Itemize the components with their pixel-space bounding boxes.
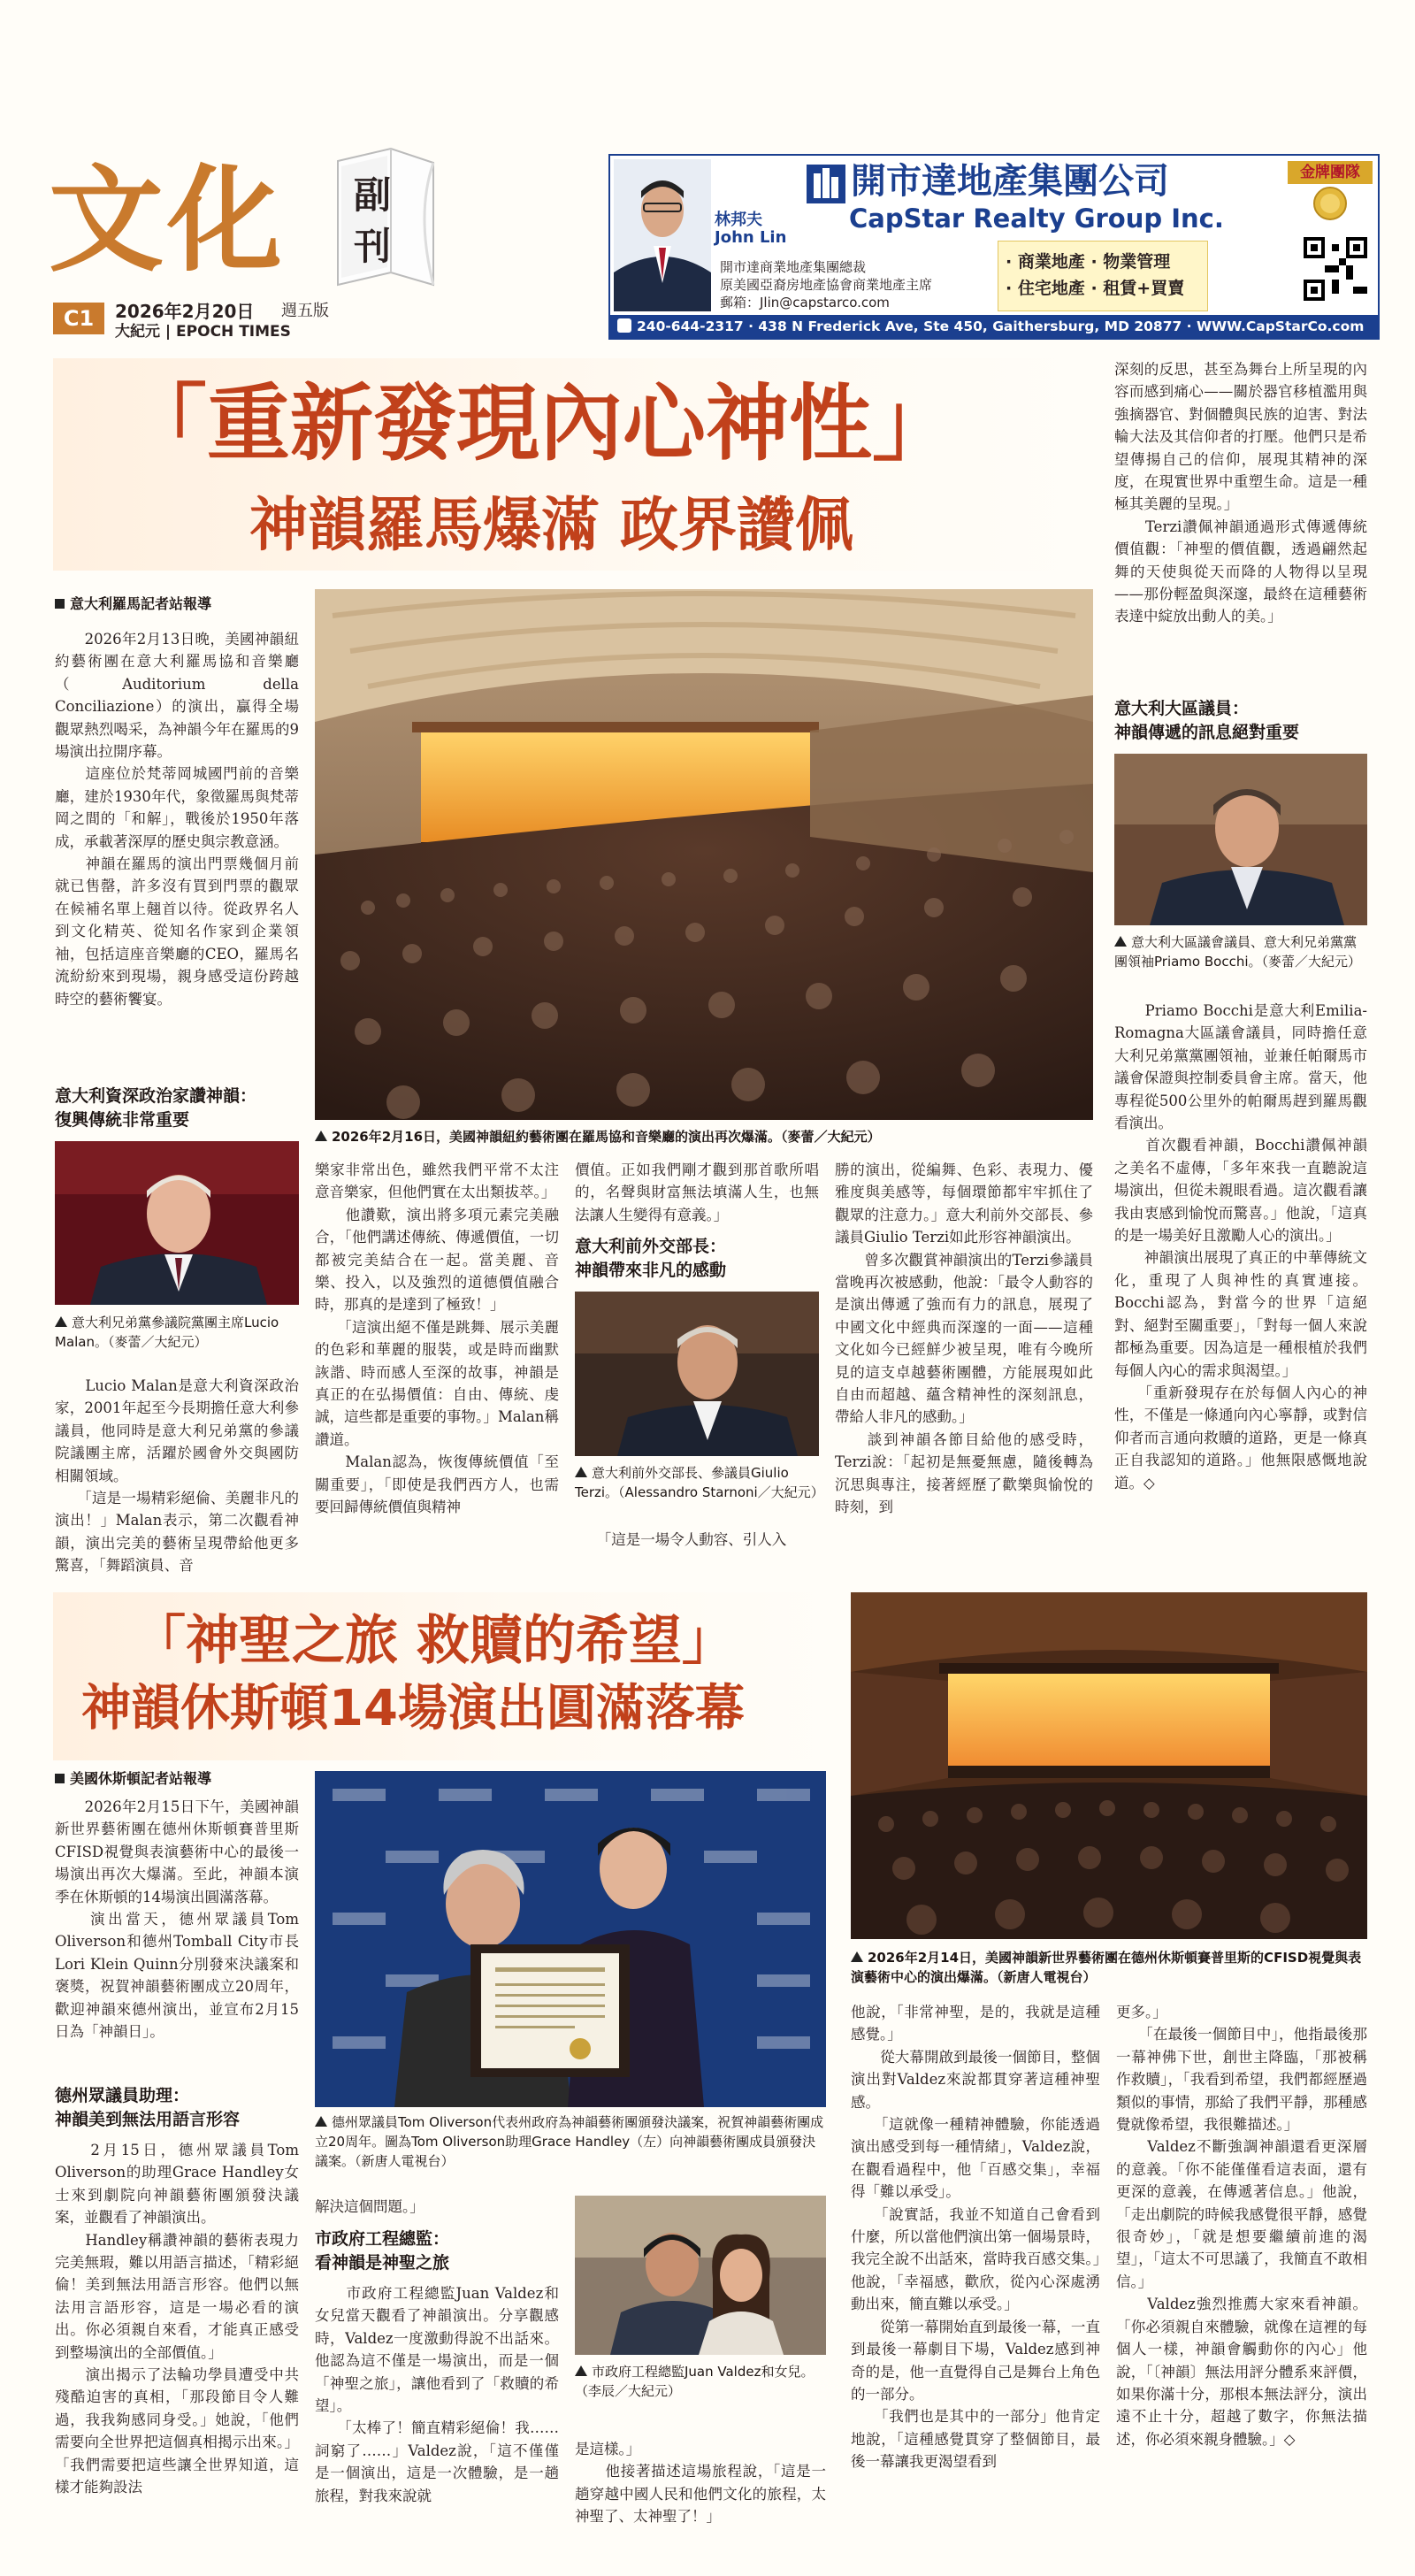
qr-code-icon[interactable] <box>1304 237 1367 301</box>
article2-col4: 他說，「非常神聖，是的，我就是這種感覺。」 從大幕開啟到最後一個節目，整個演出對Valdez來說都貫穿著這種神聖感。 「這就像一種精神體驗，你能透過演出感受到每一種情緒」，Valdez說，在觀看過程中，他「百感交集」，幸福得「難以承受」。 「說實話，我並不知道自己會看到什麼，所以當他們演出第一個場景時，我完全說不出話來，當時我百感交集。」他說，「幸福感，歡欣，從內心深處湧動出來，簡直難以承受。」 從第一幕開始直到最後一幕，一直到最後一幕劇目下場，Valdez感到神奇的是，他一直覺得自己是舞台上角色的一部分。 「我們也是其中的一部分」他肯定地說，「這種感覺貫穿了整個節目，最後一幕讓我更渴望看到 <box>851 2004 1100 2471</box>
caption-marker-icon <box>851 1951 863 1962</box>
article2-subhead: 神韻休斯頓14場演出圓滿落幕 <box>81 1680 745 1737</box>
article1-col5b: Priamo Bocchi是意大利Emilia-Romagna大區議會議員，同時擔任意大利兄弟黨黨團領袖，並兼任帕爾馬市議會保證與控制委員會主席。當天，他專程從500公里外的帕爾馬趕到羅馬觀看演出。 首次觀看神韻，Bocchi讚佩神韻之美名不虛傳，「多年來我一直聽說這場演出，但從未親眼看過。這次觀看讓我由衷感到愉悅而驚喜。」他說，「這真的是一場美好且激勵人心的演出。」 神韻演出展現了真正的中華傳統文化，重現了人與神性的真實連接。Bocchi認為，對當今的世界「這絕對、絕對至關重要」，「對每一個人來說都極為重要。因為這是一種根植於我們每個人內心的需求與渴望。」 「重新發現存在於每個人內心的神性，不僅是一條通向內心寧靜，或對信仰者而言通向救贖的道路，更是一條真正自我認知的道路。」他無限感慨地說道。◇ <box>1114 1002 1367 1491</box>
article2-main-caption <box>851 1948 1367 1990</box>
article1-photo-malan <box>55 1141 299 1305</box>
caption-text: 意大利兄弟黨參議院黨團主席Lucio Malan。（麥蕾／大紀元） <box>55 1315 283 1350</box>
page-label: C1 <box>53 303 104 334</box>
article1-col1b: Lucio Malan是意大利資深政治家，2001年起至今長期擔任意大利參議員，他同時是意大利兄弟黨的參議院議團主席，活躍於國會外交與國防相關領域。 「這是一場精彩絕倫、美麗非凡的演出！」Malan表示，第二次觀看神韻，演出完美的藝術呈現帶給他更多驚喜，「舞蹈演員、音 <box>55 1377 299 1575</box>
caption-marker-icon <box>575 2365 587 2376</box>
article2-photo-valdez-caption <box>575 2362 826 2420</box>
article1-subhead: 神韻羅馬爆滿 政界讚佩 <box>249 491 853 559</box>
article2-headline: 「神聖之旅 救贖的希望」 <box>133 1610 735 1672</box>
phone-icon <box>617 318 631 333</box>
paper-name: 大紀元 | EPOCH TIMES <box>115 323 291 341</box>
article1-main-photo <box>315 589 1093 1120</box>
ad-company-cn: 開市達地產集團公司 <box>851 161 1169 202</box>
caption-text: 意大利前外交部長、參議員Giulio Terzi。（Alessandro Starnoni／大紀元） <box>575 1465 824 1500</box>
article1-photo-bocchi <box>1114 754 1367 925</box>
ad-line1: 開市達商業地產集團總裁 <box>720 259 867 275</box>
article1-col4: 勝的演出，從編舞、色彩、表現力、優雅度與美感等，每個環節都牢牢抓住了觀眾的注意力。」意大利前外交部長、參議員Giulio Terzi如此形容神韻演出。 曾多次觀賞神韻演出的Terzi參議員當晚再次被感動，他說：「最令人動容的是演出傳遞了強而有力的訊息，展現了中國文化中經典而深邃的一面——這種文化如今已經鮮少被呈現，唯有今晚所見的這支卓越藝術團體，方能展現如此自由而超越、蘊含精神性的深刻訊息，帶給人非凡的感動。」 談到神韻各節目給他的感受時，Terzi說：「起初是無憂無慮，隨後轉為沉思與專注，接著經歷了歡樂與愉悅的時刻，到 <box>835 1162 1093 1516</box>
article2-col2b: 市政府工程總監Juan Valdez和女兒當天觀看了神韻演出。分享觀感時，Valdez一度激動得說不出話來。他認為這不僅是一場演出，而是一個「神聖之旅」，讓他看到了「救贖的希望」。 「太棒了！簡直精彩絕倫！我……詞窮了……」Valdez說，「這不僅僅是一個演出，這是一次體驗，是一趟旅程，對我來說就 <box>315 2285 559 2504</box>
ad-services-1: · 商業地產 · 物業管理 <box>1006 252 1171 272</box>
article2-col1: 2026年2月15日下午，美國神韻新世界藝術團在德州休斯頓賽普里斯CFISD視覺與表演藝術中心的最後一場演出再次大爆滿。至此，神韻本演季在休斯頓的14場演出圓滿落幕。 演出當天，德州眾議員Tom Oliverson和德州Tomball City市長Lori Klein Quinn分別發來決議案和褒獎，祝賀神韻藝術團成立20周年，歡迎神韻來德州演出，並宣布2月15日為「神韻日」。 <box>55 1798 299 2041</box>
article2-col2: 解決這個問題。」 <box>315 2198 424 2215</box>
company-logo-icon <box>807 165 845 203</box>
article1-col3: 價值。正如我們剛才觀到那首歌所唱的，名聲與財富無法填滿人生，也無法讓人生變得有意義。」 <box>575 1162 819 1223</box>
article1-sub1: 意大利資深政治家讚神韻： 復興傳統非常重要 <box>55 1086 257 1130</box>
ad-footer <box>610 315 1378 338</box>
caption-marker-icon <box>315 2116 327 2127</box>
ad-company-en: CapStar Realty Group Inc. <box>849 203 1224 234</box>
ad-medal-label: 金牌團隊 <box>1288 161 1373 184</box>
article1-headline: 「重新發現內心神性」 <box>124 376 956 472</box>
caption-marker-icon <box>575 1467 587 1477</box>
article1-photo-bocchi-caption <box>1114 932 1367 991</box>
article2-photo-certificate <box>315 1771 826 2107</box>
article2-col1b: 2月15日，德州眾議員Tom Oliverson的助理Grace Handley女士來到劇院向神韻藝術團頒發決議案，並觀看了神韻演出。 Handley稱讚神韻的藝術表現力完美無瑕，難以用語言描述，「精彩絕倫！美到無法用語言形容。他們以無法用言語形容，這是一場必看的演出。你必須親自來看，才能真正感受到整場演出的全部價值。」 演出揭示了法輪功學員遭受中共殘酷迫害的真相，「那段節目令人難過，我我夠感同身受。」她說，「他們需要向全世界把這個真相揭示出來。」「我們需要把這些讓全世界知道，這樣才能夠設法 <box>55 2142 299 2496</box>
ad-footer-text[interactable]: 240-644-2317 · 438 N Frederick Ave, Ste 450, Gaithersburg, MD 20877 · WWW.CapStarCo.com <box>637 318 1365 334</box>
article2-main-photo <box>851 1592 1367 1939</box>
issue-date: 2026年2月20日 <box>115 301 255 322</box>
article2-col3b: 是這樣。」 他接著描述這場旅程說，「這是一趟穿越中國人民和他們文化的旅程，太神聖了、太神聖了！」 <box>575 2441 826 2526</box>
article1-col1: 2026年2月13日晚，美國神韻紐約藝術團在意大利羅馬協和音樂廳（Auditorium della Conciliazione）的演出，贏得全場觀眾熱烈喝采，為神韻今年在羅馬的9場演出拉開序幕。 這座位於梵蒂岡城國門前的音樂廳，建於1930年代，象徵羅馬與梵蒂岡之間的「和解」，戰後於1950年落成，承載著深厚的歷史與宗教意涵。 神韻在羅馬的演出門票幾個月前就已售罄，許多沒有買到門票的觀眾在候補名單上翹首以待。從政界名人到文化精英、從知名作家到企業領袖，包括這座音樂廳的CEO，羅馬名流紛紛來到現場，親身感受這份跨越時空的藝術饗宴。 <box>55 631 299 1008</box>
caption-marker-icon <box>55 1316 67 1327</box>
ad-portrait <box>614 159 711 311</box>
article1-col5: 深刻的反思，甚至為舞台上所呈現的內容而感到痛心——關於器官移植濫用與強摘器官、對個體與民族的迫害、對法輪大法及其信仰者的打壓。他們只是希望傳揚自己的信仰，展現其精神的深度，在現實世界中重塑生命。這是一種極其美麗的呈現。」 Terzi讚佩神韻通過形式傳遞傳統價值觀：「神聖的價值觀，透過翩然起舞的天使與從天而降的人物得以呈現——那份輕盈與深邃，最終在這種藝術表達中綻放出動人的美。」 <box>1114 361 1367 625</box>
article2-byline <box>55 1769 211 1789</box>
caption-marker-icon <box>1114 936 1127 947</box>
article2-photo-valdez <box>575 2196 826 2355</box>
masthead-title: 文化 <box>49 152 287 288</box>
byline-marker-icon <box>55 1774 65 1783</box>
article1-col2: 樂家非常出色，雖然我們平常不太注意音樂家，但他們實在太出類拔萃。」 他讚歎，演出將多項元素完美融合，「他們講述傳統、傳遞價值，一切都被完美結合在一起。當美麗、音樂、投入，以及強烈的道德價值融合時，那真的是達到了極致！」 「這演出絕不僅是跳舞、展示美麗的色彩和華麗的服裝，或是時而幽默詼諧、時而感人至深的故事，神韻是真正的在弘揚價值：自由、傳統、虔誠，這些都是重要的事物。」Malan稱讚道。 Malan認為，恢復傳統價值「至關重要」，「即使是我們西方人，也需要回歸傳統價值與精神 <box>315 1162 559 1516</box>
caption-text: 德州眾議員Tom Oliverson代表州政府為神韻藝術團頒發決議案，祝賀神韻藝術團成立20周年。圖為Tom Oliverson助理Grace Handley（左）向神韻藝術團成員頒發決議案。（新唐人電視台） <box>315 2114 824 2169</box>
article2-photo-certificate-caption <box>315 2112 826 2190</box>
masthead <box>0 133 601 345</box>
masthead-section: 副刊 <box>354 173 392 268</box>
article1-col3b: 「這是一場令人動容、引人入 <box>575 1531 787 1548</box>
article1-main-caption <box>315 1127 1093 1148</box>
byline-marker-icon <box>55 599 65 609</box>
caption-marker-icon <box>315 1131 327 1141</box>
ad-person-en: John Lin <box>715 228 787 247</box>
caption-text: 意大利大區議會議員、意大利兄弟黨黨團領袖Priamo Bocchi。（麥蕾／大紀元） <box>1114 934 1362 970</box>
article1-photo-terzi-caption <box>575 1463 824 1522</box>
ad-services-2: · 住宅地產 · 租賃+買賣 <box>1006 279 1185 298</box>
caption-text: 市政府工程總監Juan Valdez和女兒。（李辰／大紀元） <box>575 2364 815 2399</box>
article1-sub2: 意大利前外交部長： 神韻帶來非凡的感動 <box>575 1237 727 1280</box>
article1-byline <box>55 594 211 614</box>
article1-photo-malan-caption <box>55 1313 299 1371</box>
ad-services-box <box>998 241 1208 311</box>
article2-sub1: 德州眾議員助理： 神韻美到無法用語言形容 <box>55 2086 241 2129</box>
advertisement[interactable] <box>608 154 1380 340</box>
medal-icon <box>1312 186 1348 221</box>
article2-col5: 更多。」 「在最後一個節目中」，他指最後那一幕神佛下世，創世主降臨，「那被稱作救贖」，「我看到希望，我們都經歷過類似的事情，那給了我們平靜，那種感覺就像希望，我很難描述。」 Valdez不斷強調神韻還看更深層的意義。「你不能僅僅看這表面，還有更深的意義，在傳遞著信息。」他說，「走出劇院的時候我感覺很平靜，感覺很奇妙」，「就是想要繼續前進的渴望」，「這太不可思議了，我簡直不敢相信。」 Valdez強烈推薦大家來看神韻。「你必須親自來體驗，就像在這裡的每個人一樣，神韻會觸動你的內心」他說，「〔神韻〕無法用評分體系來評價，如果你滿十分，那根本無法評分，演出遠不止十分，超越了數字，你無法描述，你必須來親身體驗。」◇ <box>1116 2004 1367 2448</box>
article2-sub2: 市政府工程總監： 看神韻是神聖之旅 <box>315 2229 450 2273</box>
ad-line2: 原美國亞裔房地產協會商業地產主席 <box>720 277 933 293</box>
article1-byline-text: 意大利羅馬記者站報導 <box>70 595 212 612</box>
issue-weekday: 週五版 <box>281 302 329 320</box>
caption-text: 2026年2月14日，美國神韻新世界藝術團在德州休斯頓賽普里斯的CFISD視覺與表演藝術中心的演出爆滿。（新唐人電視台） <box>851 1950 1362 1985</box>
article2-byline-text: 美國休斯頓記者站報導 <box>70 1770 212 1787</box>
ad-email[interactable]: 郵箱：Jlin@capstarco.com <box>720 295 890 310</box>
article1-sub3: 意大利大區議員： 神韻傳遞的訊息絕對重要 <box>1114 699 1300 742</box>
ad-person-cn: 林邦夫 <box>715 211 762 229</box>
caption-text: 2026年2月16日，美國神韻紐約藝術團在羅馬協和音樂廳的演出再次爆滿。（麥蕾／大紀元） <box>332 1129 881 1145</box>
article1-photo-terzi <box>575 1292 819 1456</box>
